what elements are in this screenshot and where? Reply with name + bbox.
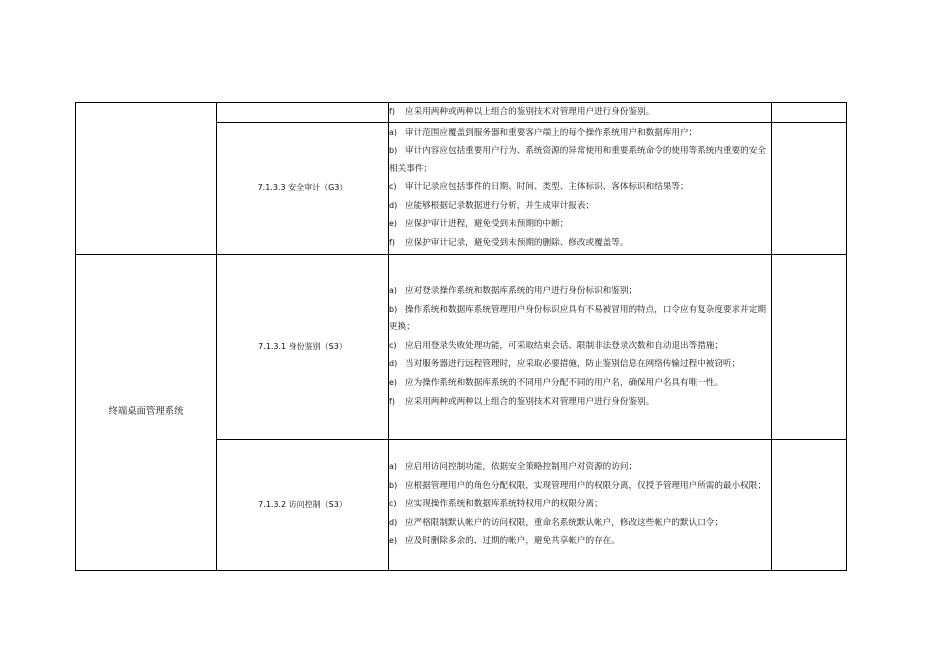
- requirement-item: [389, 532, 771, 551]
- control-category-cell: [217, 103, 389, 123]
- item-label: d): [389, 200, 398, 210]
- remarks-cell: [772, 122, 847, 254]
- item-text: 应采用两种或两种以上组合的鉴别技术对管理用户进行身份鉴别。: [405, 396, 655, 407]
- item-text: 应根据管理用户的角色分配权限，实现管理用户的权限分离，仅授予管理用户所需的最小权限；: [405, 480, 766, 491]
- requirement-item: [389, 337, 771, 356]
- requirements-cell: [389, 122, 772, 254]
- item-text: 操作系统和数据库系统管理用户身份标识应具有不易被冒用的特点，口令应有复杂度要求并定期更换；: [389, 304, 766, 333]
- requirements-cell: [389, 254, 772, 439]
- requirement-item: [389, 234, 771, 253]
- item-text: 审计记录应包括事件的日期、时间、类型、主体标识、客体标识和结果等；: [405, 182, 689, 193]
- item-label: a): [389, 462, 398, 472]
- item-label: c): [389, 182, 397, 192]
- item-label: a): [389, 127, 398, 137]
- remarks-cell: [772, 103, 847, 123]
- requirement-item: [389, 495, 771, 514]
- item-label: e): [389, 536, 398, 546]
- item-label: d): [389, 517, 398, 527]
- table-row: [76, 254, 847, 439]
- requirement-item: [389, 458, 771, 477]
- remarks-cell: [772, 439, 847, 570]
- requirement-item: [389, 142, 771, 178]
- item-label: a): [389, 286, 398, 296]
- item-text: 应启用登录失败处理功能，可采取结束会话、限制非法登录次数和自动退出等措施；: [405, 340, 723, 351]
- requirement-item: [389, 124, 771, 143]
- system-name-cell: 终端桌面管理系统: [76, 254, 217, 570]
- item-label: f): [389, 238, 395, 248]
- item-text: 应保护审计记录，避免受到未预期的删除、修改或覆盖等。: [405, 238, 629, 249]
- requirement-item: [389, 215, 771, 234]
- item-text: 应对登录操作系统和数据库系统的用户进行身份标识和鉴别；: [405, 286, 638, 297]
- item-text: 应为操作系统和数据库系统的不同用户分配不同的用户名，确保用户名具有唯一性。: [405, 377, 723, 388]
- requirement-item: [389, 178, 771, 197]
- control-category-cell: 7.1.3.1 身份鉴别（S3）: [217, 254, 389, 439]
- requirement-item: [389, 197, 771, 216]
- security-requirements-table: [75, 102, 847, 571]
- item-text: 应保护审计进程，避免受到未预期的中断；: [405, 219, 569, 230]
- item-label: b): [389, 146, 398, 156]
- table-row: [76, 103, 847, 123]
- item-label: b): [389, 480, 398, 490]
- requirement-item: [389, 477, 771, 496]
- requirement-item: [389, 393, 771, 412]
- requirement-item: [389, 355, 771, 374]
- item-label: e): [389, 377, 398, 387]
- requirement-item: [389, 374, 771, 393]
- item-text: 当对服务器进行远程管理时，应采取必要措施，防止鉴别信息在网络传输过程中被窃听；: [405, 359, 741, 370]
- system-name-cell: [76, 103, 217, 255]
- item-label: d): [389, 359, 398, 369]
- requirements-cell: [389, 103, 772, 123]
- control-category-cell: 7.1.3.3 安全审计（G3）: [217, 122, 389, 254]
- item-text: 审计范围应覆盖到服务器和重要客户端上的每个操作系统用户和数据库用户；: [405, 127, 698, 138]
- requirement-item: [389, 514, 771, 533]
- item-label: c): [389, 340, 397, 350]
- requirement-item: [389, 301, 771, 337]
- item-label: f): [389, 107, 395, 116]
- remarks-cell: [772, 254, 847, 439]
- requirement-item: [389, 103, 771, 122]
- item-text: 应采用两种或两种以上组合的鉴别技术对管理用户进行身份鉴别。: [405, 107, 655, 117]
- control-category-cell: 7.1.3.2 访问控制（S3）: [217, 439, 389, 570]
- item-label: f): [389, 396, 395, 406]
- requirement-item: [389, 282, 771, 301]
- item-label: e): [389, 219, 398, 229]
- requirements-cell: [389, 439, 772, 570]
- item-text: 应启用访问控制功能，依据安全策略控制用户对资源的访问；: [405, 462, 638, 473]
- item-text: 审计内容应包括重要用户行为、系统资源的异常使用和重要系统命令的使用等系统内重要的安全相关事件；: [389, 146, 766, 174]
- item-label: c): [389, 499, 397, 509]
- item-text: 应严格限制默认帐户的访问权限，重命名系统默认帐户，修改这些帐户的默认口令；: [405, 517, 723, 528]
- item-label: b): [389, 304, 398, 314]
- item-text: 应实现操作系统和数据库系统特权用户的权限分离；: [405, 499, 603, 510]
- item-text: 应及时删除多余的、过期的帐户，避免共享帐户的存在。: [405, 536, 620, 547]
- item-text: 应能够根据记录数据进行分析，并生成审计报表；: [405, 200, 595, 211]
